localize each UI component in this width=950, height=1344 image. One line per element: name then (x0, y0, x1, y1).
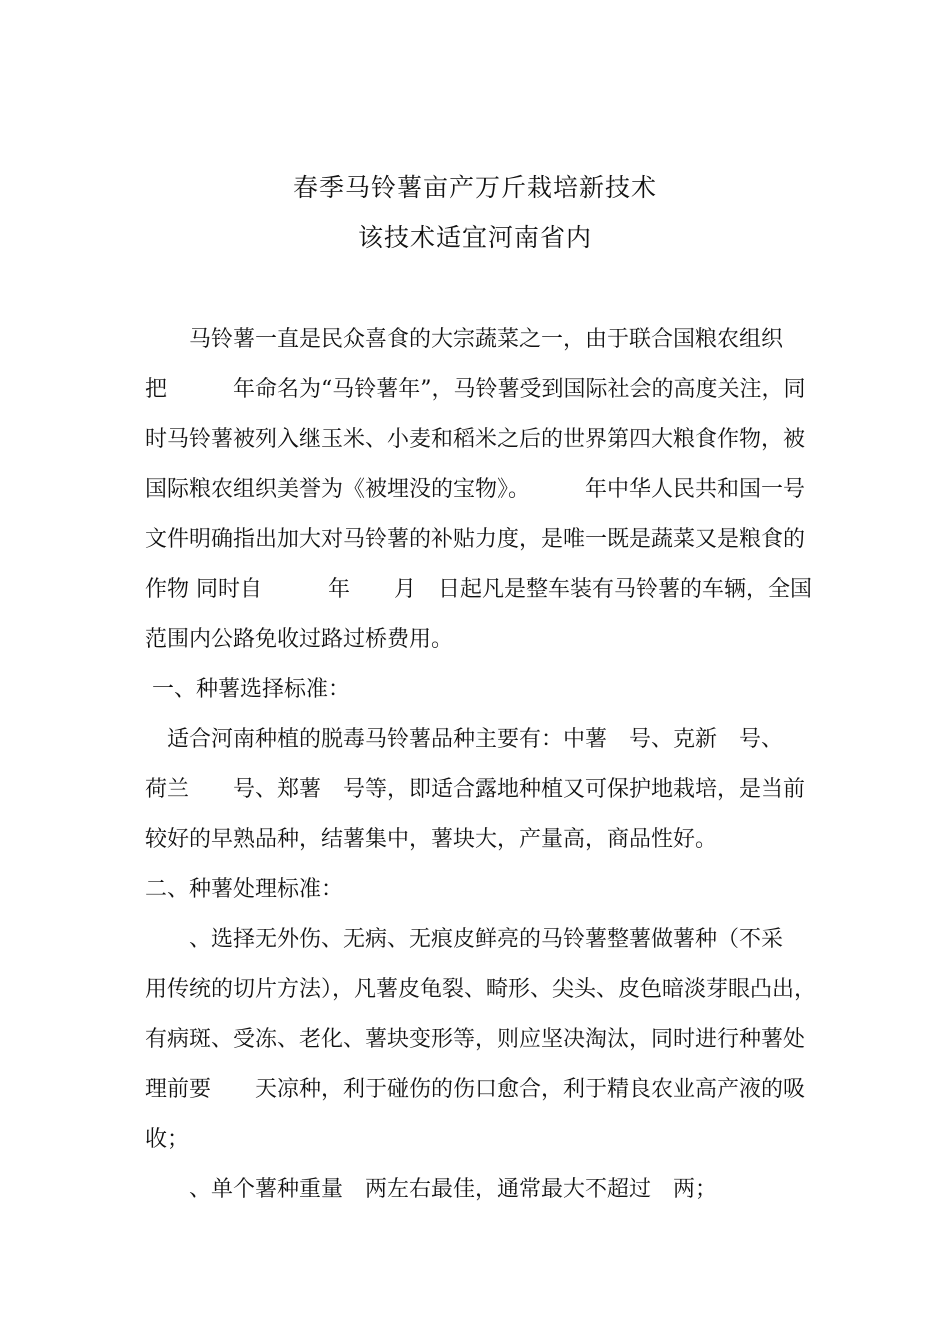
body-line-2: 把 年命名为“马铃薯年”，马铃薯受到国际社会的高度关注，同 (145, 377, 806, 402)
body-line-10: 荷兰 号、郑薯 号等，即适合露地种植又可保护地栽培，是当前 (145, 777, 806, 802)
body-line-17: 收； (145, 1127, 190, 1152)
body-line-15: 有病斑、受冻、老化、薯块变形等，则应坚决淘汰，同时进行种薯处 (145, 1027, 806, 1052)
body-line-6: 作物 同时自 年 月 日起凡是整车装有马铃薯的车辆，全国 (145, 577, 812, 602)
body-line-9: 适合河南种植的脱毒马铃薯品种主要有：中薯 号、克新 号、 (145, 727, 784, 752)
body-line-3: 时马铃薯被列入继玉米、小麦和稻米之后的世界第四大粮食作物，被 (145, 427, 806, 452)
body-line-18: 、单个薯种重量 两左右最佳，通常最大不超过 两； (145, 1177, 718, 1202)
section-heading-1: 一、种薯选择标准： (145, 677, 350, 702)
body-line-16: 理前要 天凉种，利于碰伤的伤口愈合，利于精良农业高产液的吸 (145, 1077, 806, 1102)
document-subtitle: 该技术适宜河南省内 (357, 223, 592, 252)
body-line-7: 范围内公路免收过路过桥费用。 (145, 627, 454, 652)
body-line-11: 较好的早熟品种，结薯集中，薯块大，产量高，商品性好。 (145, 827, 718, 852)
body-line-13: 、选择无外伤、无病、无痕皮鲜亮的马铃薯整薯做薯种（不采 (145, 927, 784, 952)
document-title: 春季马铃薯亩产万斤栽培新技术 (292, 173, 657, 202)
body-line-1: 马铃薯一直是民众喜食的大宗蔬菜之一，由于联合国粮农组织 (145, 327, 784, 352)
body-line-5: 文件明确指出加大对马铃薯的补贴力度，是唯一既是蔬菜又是粮食的 (145, 527, 806, 552)
body-line-4: 国际粮农组织美誉为《被埋没的宝物》。 年中华人民共和国一号 (145, 477, 806, 502)
section-heading-2: 二、种薯处理标准： (145, 877, 344, 902)
body-line-14: 用传统的切片方法），凡薯皮龟裂、畸形、尖头、皮色暗淡芽眼凸出， (145, 977, 817, 1002)
